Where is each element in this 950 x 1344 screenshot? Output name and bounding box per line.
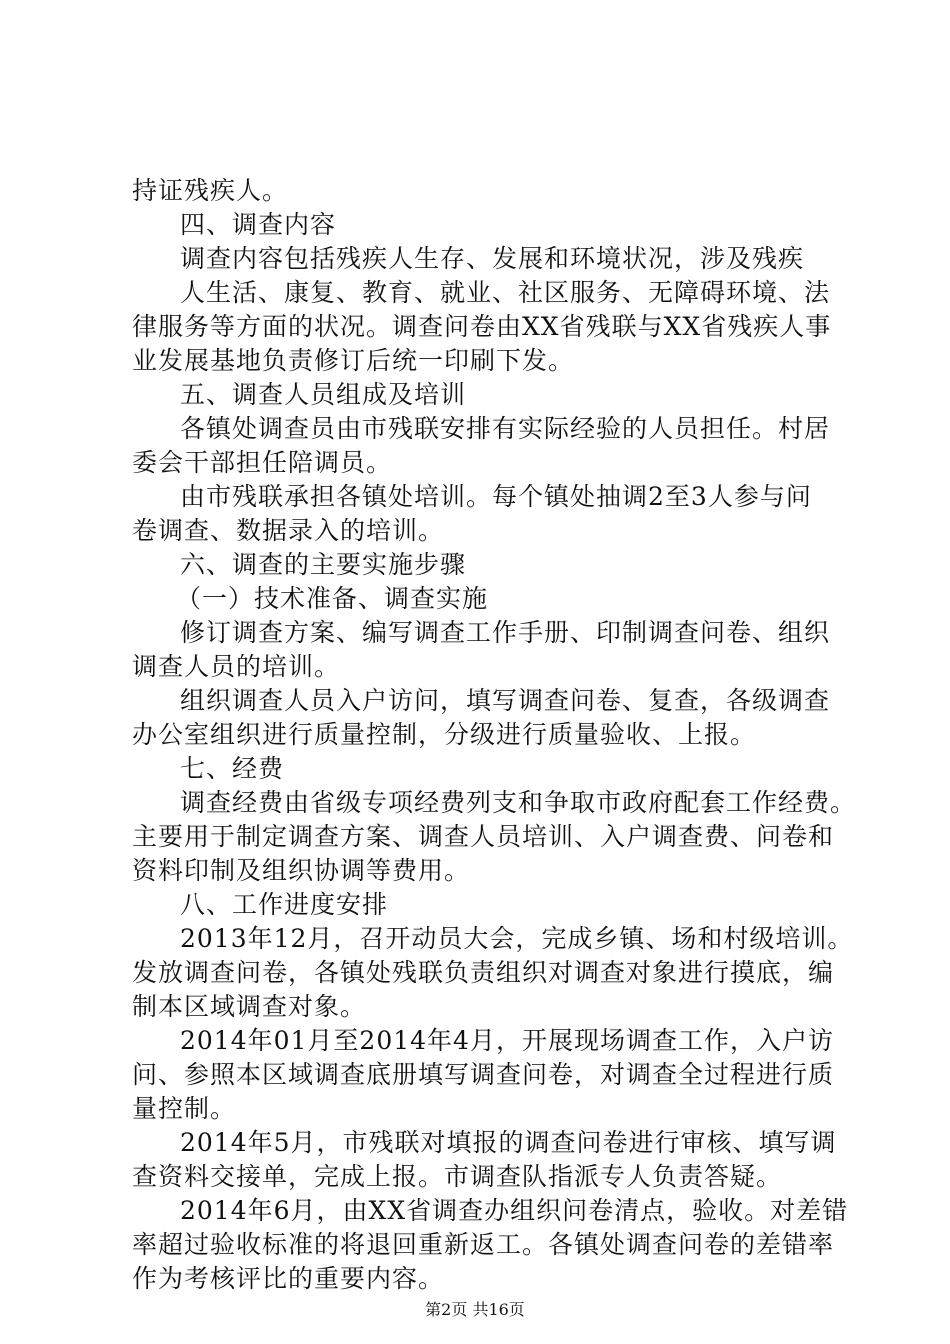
- text-line: 修订调查方案、编写调查工作手册、印制调查问卷、组织: [180, 618, 831, 647]
- text-line: 查资料交接单，完成上报。市调查队指派专人负责答疑。: [132, 1162, 783, 1191]
- text-line: 2013年12月，召开动员大会，完成乡镇、场和村级培训。: [180, 924, 854, 953]
- text-line: 2014年5月，市残联对填报的调查问卷进行审核、填写调: [180, 1128, 837, 1157]
- text-line: 制本区域调查对象。: [132, 992, 367, 1021]
- text-line: 2014年6月，由XX省调查办组织问卷清点，验收。对差错: [180, 1196, 849, 1225]
- text-line: 调查内容包括残疾人生存、发展和环境状况，涉及残疾: [180, 244, 805, 273]
- text-line: 调查经费由省级专项经费列支和争取市政府配套工作经费。: [180, 788, 857, 817]
- text-line: 各镇处调查员由市残联安排有实际经验的人员担任。村居: [180, 414, 831, 443]
- text-line: 率超过验收标准的将退回重新返工。各镇处调查问卷的差错率: [132, 1230, 835, 1259]
- text-line: 组织调查人员入户访问，填写调查问卷、复查，各级调查: [180, 686, 831, 715]
- text-line: 律服务等方面的状况。调查问卷由XX省残联与XX省残疾人事: [132, 312, 832, 341]
- section-heading: 五、调查人员组成及培训: [180, 380, 467, 409]
- section-heading: 六、调查的主要实施步骤: [180, 550, 467, 579]
- text-line: 人生活、康复、教育、就业、社区服务、无障碍环境、法: [180, 278, 831, 307]
- text-line: 发放调查问卷，各镇处残联负责组织对调查对象进行摸底，编: [132, 958, 835, 987]
- text-line: 资料印制及组织协调等费用。: [132, 856, 471, 885]
- text-line: 持证残疾人。: [132, 176, 289, 205]
- page-number-footer: 第2页 共16页: [425, 1300, 525, 1319]
- text-line: 卷调查、数据录入的培训。: [132, 516, 445, 545]
- section-heading: 四、调查内容: [180, 210, 337, 239]
- text-line: 由市残联承担各镇处培训。每个镇处抽调2至3人参与问: [180, 482, 812, 511]
- text-line: 量控制。: [132, 1094, 237, 1123]
- text-line: 业发展基地负责修订后统一印刷下发。: [132, 346, 575, 375]
- text-line: 问、参照本区域调查底册填写调查问卷，对调查全过程进行质: [132, 1060, 835, 1089]
- text-line: 办公室组织进行质量控制，分级进行质量验收、上报。: [132, 720, 757, 749]
- text-line: 调查人员的培训。: [132, 652, 341, 681]
- text-line: 2014年01月至2014年4月，开展现场调查工作，入户访: [180, 1026, 834, 1055]
- text-line: 作为考核评比的重要内容。: [132, 1264, 445, 1293]
- subsection-heading: （一）技术准备、调查实施: [176, 584, 489, 613]
- text-line: 主要用于制定调查方案、调查人员培训、入户调查费、问卷和: [132, 822, 835, 851]
- section-heading: 八、工作进度安排: [180, 890, 389, 919]
- text-line: 委会干部担任陪调员。: [132, 448, 393, 477]
- section-heading: 七、经费: [180, 754, 285, 783]
